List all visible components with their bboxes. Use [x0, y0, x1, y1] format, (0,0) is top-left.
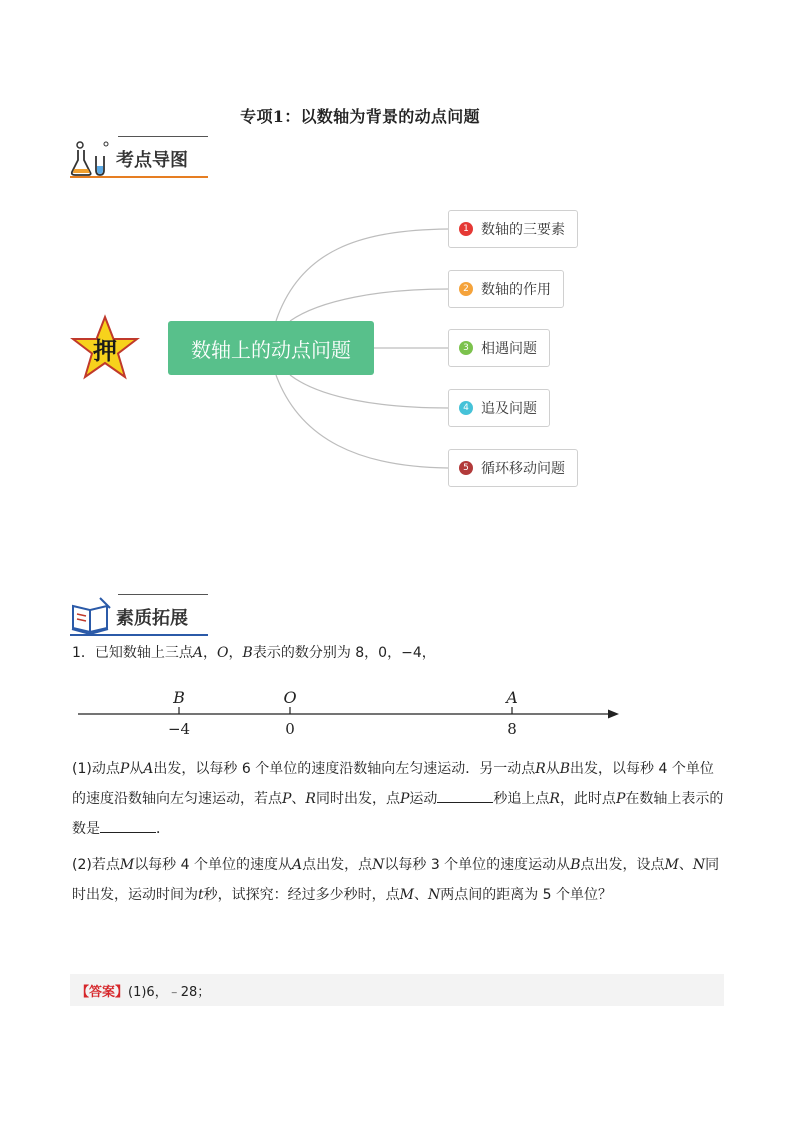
var-A: A: [292, 857, 303, 873]
mindmap-node-label: 循环移动问题: [481, 461, 565, 477]
text-span: 出发，以每秒 6 个单位的速度沿数轴向左匀速运动．另一动点: [153, 761, 536, 777]
text-span: (1)动点: [72, 761, 120, 777]
var-O: O: [217, 645, 229, 661]
text-span: ，此时点: [559, 791, 616, 807]
number-badge: 1: [459, 222, 473, 236]
text-span: 从: [129, 761, 144, 777]
var-P: P: [119, 761, 130, 777]
var-B: B: [242, 645, 253, 661]
var-M: M: [664, 857, 679, 873]
var-R: R: [305, 791, 316, 807]
var-N: N: [372, 857, 385, 873]
text-span: 两点间的距离为 5 个单位？: [440, 887, 613, 903]
section-header-extension: [70, 594, 210, 636]
tick-label-O: 0: [285, 720, 295, 738]
text-span: ．: [156, 821, 170, 837]
mindmap-node-5: [448, 449, 578, 487]
var-R: R: [535, 761, 546, 777]
number-badge: 4: [459, 401, 473, 415]
answer-blank-1[interactable]: [437, 786, 493, 803]
mindmap-node-label: 追及问题: [481, 401, 537, 417]
text-span: 以每秒 4 个单位的速度从: [134, 857, 292, 873]
mindmap-node-3: [448, 329, 550, 367]
point-label-B: B: [173, 688, 185, 707]
tick-label-B: −4: [167, 720, 191, 738]
text-span: 同时出发，点: [315, 791, 400, 807]
book-icon: [70, 596, 114, 636]
text-span: 点出发，点: [302, 857, 373, 873]
var-N: N: [692, 857, 706, 873]
answer-text: (1)6，﹣28；: [128, 984, 211, 1000]
var-N: N: [427, 887, 441, 903]
var-B: B: [559, 761, 571, 777]
text-span: 点出发，设点: [580, 857, 665, 873]
answer-tag: 【答案】: [76, 984, 129, 1000]
question-1: [72, 754, 724, 844]
text-span: 、: [291, 791, 306, 807]
var-A: A: [143, 761, 154, 777]
var-t: t: [198, 887, 204, 903]
text-span: 运动: [409, 791, 438, 807]
var-B: B: [570, 857, 581, 873]
text-span: 同时出发，运动时间为: [72, 857, 720, 903]
star-badge-char: 押: [93, 336, 117, 365]
mindmap-node-label: 数轴的作用: [481, 282, 551, 298]
number-badge: 2: [459, 282, 473, 296]
var-M: M: [119, 857, 135, 873]
mindmap-node-1: [448, 210, 578, 248]
problem-intro: [72, 638, 724, 668]
text-span: 秒追上点: [493, 791, 550, 807]
mindmap-root-node: 数轴上的动点问题: [168, 321, 374, 375]
text-span: 从: [545, 761, 560, 777]
text-span: 、: [678, 857, 693, 873]
number-line: [70, 680, 630, 740]
text-span: 以每秒 3 个单位的速度运动从: [384, 857, 571, 873]
star-badge: [70, 314, 140, 382]
text-span: 在数轴上表示的数是: [72, 791, 724, 837]
text-span: 1．已知数轴上三点: [72, 645, 193, 661]
var-P: P: [399, 791, 410, 807]
var-A: A: [192, 645, 204, 661]
text-span: 表示的数分别为 8，0，−4，: [252, 645, 436, 661]
var-P: P: [282, 791, 292, 807]
point-label-A: A: [506, 688, 518, 707]
var-P: P: [615, 791, 626, 807]
question-2: [72, 850, 724, 910]
mindmap-node-2: [448, 270, 564, 308]
number-line-arrow: [608, 710, 619, 719]
section-label: 考点导图: [116, 150, 188, 171]
page-title: 专项1：以数轴为背景的动点问题: [240, 107, 480, 126]
mindmap-node-4: [448, 389, 550, 427]
text-span: ，: [203, 645, 218, 661]
number-badge: 5: [459, 461, 473, 475]
mindmap-node-label: 数轴的三要素: [481, 222, 565, 238]
answer-box: [70, 974, 724, 1006]
text-span: 秒，试探究：经过多少秒时，点: [203, 887, 400, 903]
point-label-O: O: [283, 688, 297, 707]
var-M: M: [399, 887, 414, 903]
var-R: R: [549, 791, 560, 807]
text-span: ，: [228, 645, 243, 661]
tick-label-A: 8: [507, 720, 517, 738]
mindmap-node-label: 相遇问题: [481, 341, 537, 357]
text-span: 出发，以每秒 4 个单位的速度沿数轴向左匀速运动，若点: [72, 761, 714, 807]
mindmap-connectors: [0, 0, 794, 520]
number-badge: 3: [459, 341, 473, 355]
section-label: 素质拓展: [116, 608, 188, 629]
text-span: 、: [413, 887, 428, 903]
answer-blank-2[interactable]: [100, 816, 156, 833]
text-span: (2)若点: [72, 857, 120, 873]
